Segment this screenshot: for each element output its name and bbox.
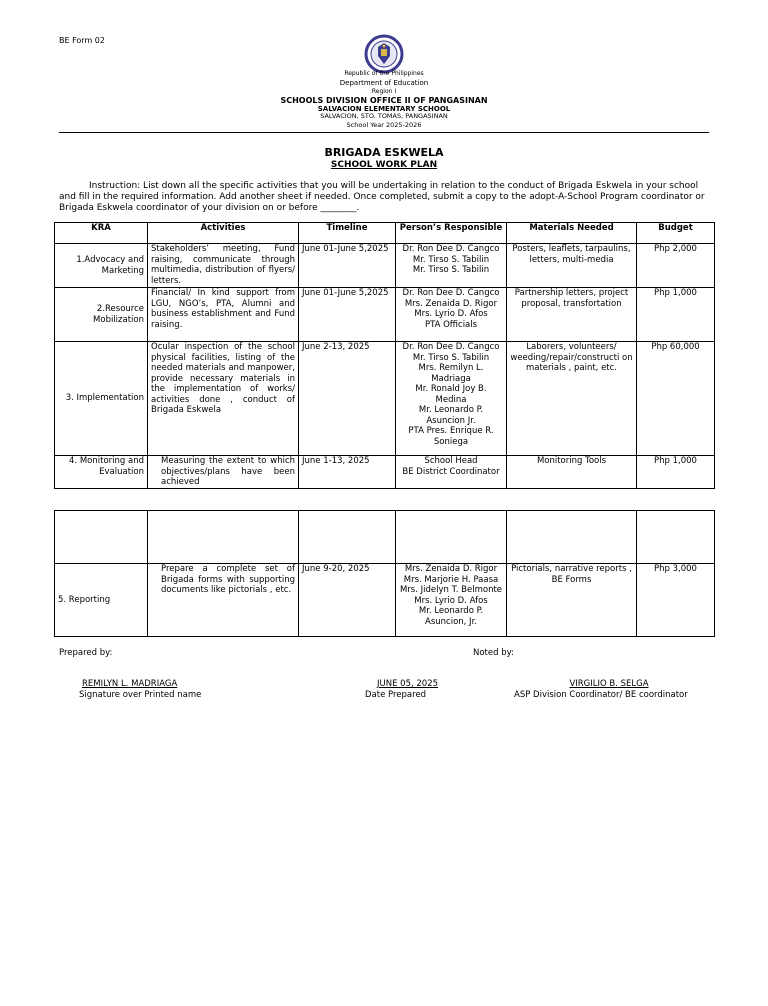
column-header: Timeline bbox=[299, 223, 396, 244]
column-header: Materials Needed bbox=[507, 223, 637, 244]
person-name: Mr. Tirso S. Tabilin bbox=[412, 254, 490, 265]
budget-cell: Php 60,000 bbox=[637, 342, 715, 456]
person-name: Mrs. Jidelyn T. Belmonte bbox=[399, 585, 503, 595]
persons-cell bbox=[396, 288, 507, 342]
column-header: Person’s Responsible bbox=[396, 223, 507, 244]
document-title: BRIGADA ESKWELA bbox=[324, 146, 444, 159]
person-name: School Head bbox=[424, 456, 478, 466]
person-name: Dr. Ron Dee D. Cangco bbox=[402, 288, 500, 298]
instruction-text: Instruction: List down all the specific activities that you will be undertaking in relation to the conduct of Brigada Eskwela in your school and fill in the required information. Add another sheet if needed. Once completed, submit a copy to the adopt-A-School Program coordinator or Brigada Eskwela coordinator of your division on or before ________. bbox=[59, 181, 705, 213]
timeline-cell: June 01-June 5,2025 bbox=[299, 288, 396, 342]
person-name: BE District Coordinator bbox=[402, 466, 500, 477]
persons-cell bbox=[396, 342, 507, 456]
person-name: Mrs. Lyrio D. Afos bbox=[414, 595, 488, 606]
budget-cell: Php 3,000 bbox=[637, 564, 715, 637]
materials-cell: Partnership letters, project proposal, transfortation bbox=[507, 288, 637, 342]
budget-cell: Php 1,000 bbox=[637, 288, 715, 342]
date-prepared-value: JUNE 05, 2025 bbox=[377, 679, 439, 689]
persons-cell bbox=[396, 456, 507, 489]
person-name: PTA Pres. Enrique R. Soniega bbox=[408, 426, 494, 447]
activities-cell: Stakeholders’ meeting, Fund raising, communicate through multimedia, distribution of flyers/ letters. bbox=[148, 244, 299, 288]
materials-cell: Monitoring Tools bbox=[507, 456, 637, 489]
header-address: SALVACION, STO. TOMAS, PANGASINAN bbox=[320, 112, 448, 120]
person-name: PTA Officials bbox=[424, 319, 478, 330]
document-subtitle: SCHOOL WORK PLAN bbox=[330, 160, 438, 170]
timeline-cell: June 01-June 5,2025 bbox=[299, 244, 396, 288]
prepared-by-label: Prepared by: bbox=[59, 648, 113, 658]
column-header: KRA bbox=[55, 223, 148, 244]
person-name: Mr. Tirso S. Tabilin bbox=[412, 352, 490, 363]
header-school: SALVACION ELEMENTARY SCHOOL bbox=[317, 105, 451, 113]
header-department: Department of Education bbox=[339, 79, 429, 87]
work-plan-table bbox=[54, 222, 715, 489]
deped-seal-logo bbox=[361, 34, 407, 74]
activities-cell: Financial/ In kind support from LGU, NGO’s, PTA, Alumni and business establishment and Fund raising. bbox=[148, 288, 299, 342]
blank-cell bbox=[55, 511, 148, 564]
blank-cell bbox=[396, 511, 507, 564]
person-name: Mrs. Remilyn L. Madriaga bbox=[418, 363, 484, 384]
persons-cell bbox=[396, 564, 507, 637]
activities-cell: Measuring the extent to which objectives/plans have been achieved bbox=[148, 456, 299, 489]
header-divider bbox=[59, 132, 709, 133]
materials-cell: Posters, leaflets, tarpaulins, letters, multi-media bbox=[507, 244, 637, 288]
person-name: Dr. Ron Dee D. Cangco bbox=[402, 244, 500, 254]
kra-cell: 5. Reporting bbox=[55, 564, 148, 637]
blank-cell bbox=[507, 511, 637, 564]
activities-cell: Ocular inspection of the school physical facilities, listing of the needed materials and manpower, provide necessary materials in the implementation of works/ activities done , conduct of Brigada Eskwela bbox=[148, 342, 299, 456]
form-number: BE Form 02 bbox=[59, 36, 105, 45]
blank-cell bbox=[637, 511, 715, 564]
persons-cell bbox=[396, 244, 507, 288]
table-row bbox=[55, 342, 715, 456]
person-name: Mrs. Zenaida D. Rigor bbox=[404, 564, 498, 574]
person-name: Mr. Ronald Joy B. Medina bbox=[415, 384, 487, 405]
noter-name: VIRGILIO B. SELGA bbox=[569, 679, 649, 689]
column-header: Budget bbox=[637, 223, 715, 244]
kra-cell: 1.Advocacy and Marketing bbox=[55, 244, 148, 288]
timeline-cell: June 1-13, 2025 bbox=[299, 456, 396, 489]
table-row bbox=[55, 288, 715, 342]
preparer-name: REMILYN L. MADRIAGA bbox=[82, 679, 178, 689]
materials-cell: Laborers, volunteers/ weeding/repair/constructi on materials , paint, etc. bbox=[507, 342, 637, 456]
column-header: Activities bbox=[148, 223, 299, 244]
kra-cell: 4. Monitoring and Evaluation bbox=[55, 456, 148, 489]
table-header-row bbox=[55, 223, 715, 244]
preparer-caption: Signature over Printed name bbox=[79, 690, 202, 700]
header-school-year: School Year 2025-2026 bbox=[346, 121, 422, 129]
header-republic: Republic of the Philippines bbox=[344, 70, 424, 77]
header-region: Region I bbox=[371, 88, 397, 95]
date-prepared-caption: Date Prepared bbox=[365, 690, 427, 700]
kra-cell: 2.Resource Mobilization bbox=[55, 288, 148, 342]
person-name: Mrs. Marjorie H. Paasa bbox=[403, 574, 499, 585]
timeline-cell: June 2-13, 2025 bbox=[299, 342, 396, 456]
person-name: Mr. Leonardo P. Asuncion Jr. bbox=[418, 405, 484, 426]
budget-cell: Php 2,000 bbox=[637, 244, 715, 288]
table-row bbox=[55, 456, 715, 489]
noter-caption: ASP Division Coordinator/ BE coordinator bbox=[514, 690, 688, 700]
person-name: Mrs. Lyrio D. Afos bbox=[414, 309, 488, 319]
work-plan-table-continued bbox=[54, 510, 715, 637]
budget-cell: Php 1,000 bbox=[637, 456, 715, 489]
person-name: Dr. Ron Dee D. Cangco bbox=[402, 342, 500, 352]
header-division: SCHOOLS DIVISION OFFICE II OF PANGASINAN bbox=[280, 96, 488, 105]
person-name: Mr. Tirso S. Tabilin bbox=[412, 265, 490, 275]
noted-by-label: Noted by: bbox=[473, 648, 514, 658]
kra-cell: 3. Implementation bbox=[55, 342, 148, 456]
table-row bbox=[55, 244, 715, 288]
materials-cell: Pictorials, narrative reports , BE Forms bbox=[507, 564, 637, 637]
blank-cell bbox=[148, 511, 299, 564]
person-name: Mrs. Zenaida D. Rigor bbox=[404, 298, 498, 309]
table-row bbox=[55, 564, 715, 637]
blank-cell bbox=[299, 511, 396, 564]
activities-cell: Prepare a complete set of Brigada forms with supporting documents like pictorials , etc. bbox=[148, 564, 299, 637]
blank-row bbox=[55, 511, 715, 564]
timeline-cell: June 9-20, 2025 bbox=[299, 564, 396, 637]
person-name: Mr. Leonardo P. Asuncion, Jr. bbox=[418, 606, 484, 627]
